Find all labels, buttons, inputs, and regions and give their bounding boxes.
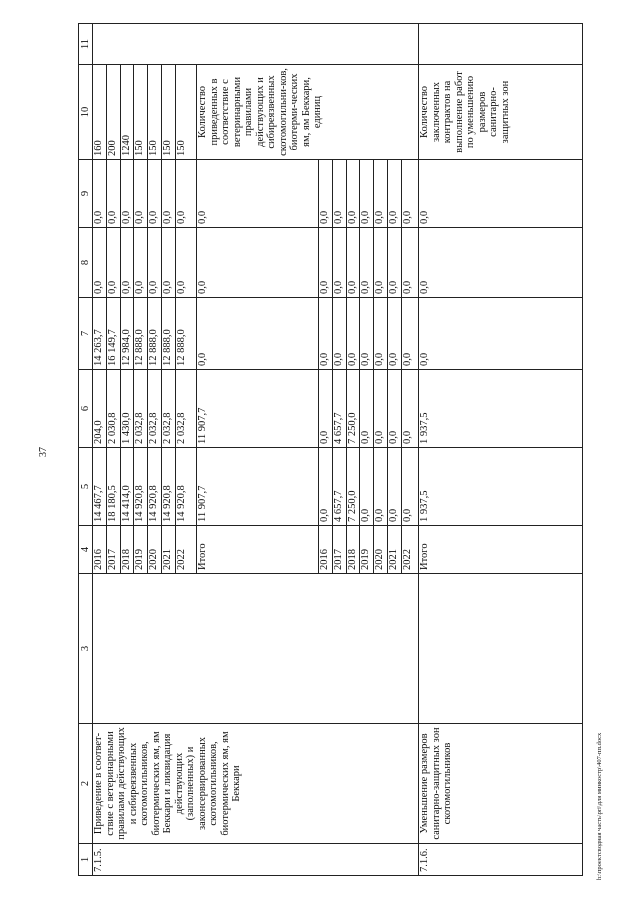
stacked-value: 0,0 [107, 160, 121, 227]
stacked-value: 0,0 [148, 160, 162, 227]
col3-empty [419, 574, 583, 724]
stacked-value: 0,0 [388, 370, 402, 447]
stacked-value: 14 263,7 [93, 298, 107, 369]
stacked-value: 0,0 [374, 370, 388, 447]
years-column [93, 526, 197, 574]
stacked-value: 0,0 [360, 298, 374, 369]
stacked-value: 2020 [148, 526, 162, 573]
itogo-label: Итого [419, 526, 583, 574]
stacked-value: 2 032,8 [175, 412, 187, 444]
page-number-wrap [38, 442, 49, 462]
col7-values [319, 298, 419, 370]
header-cell: 11 [79, 24, 93, 65]
stacked-value: 0,0 [401, 352, 413, 366]
stacked-value: 0,0 [374, 228, 388, 297]
stacked-value: 0,0 [162, 160, 176, 227]
stacked-value: 0,0 [121, 228, 135, 297]
stacked-value: 14 920,8 [134, 448, 148, 525]
row-7-1-6 [419, 24, 583, 876]
stacked-value: 0,0 [360, 448, 374, 525]
itogo-col9: 0,0 [197, 160, 319, 228]
stacked-value: 2022 [175, 549, 187, 570]
years-column [319, 526, 419, 574]
stacked-value: 2017 [333, 526, 347, 573]
stacked-value: 1 430,0 [121, 370, 135, 447]
stacked-value: 150 [175, 140, 187, 156]
stacked-value: 0,0 [388, 298, 402, 369]
stacked-value: 150 [162, 65, 176, 159]
rotated-table-container [78, 24, 583, 876]
col5-values [319, 448, 419, 526]
stacked-value: 0,0 [388, 160, 402, 227]
col6-values [93, 370, 197, 448]
header-cell: 10 [79, 65, 93, 160]
header-cell: 7 [79, 298, 93, 370]
stacked-value: 0,0 [401, 508, 413, 522]
stacked-value: 160 [93, 65, 107, 159]
stacked-value: 0,0 [319, 448, 333, 525]
stacked-value: 0,0 [360, 160, 374, 227]
col11-empty [93, 24, 419, 65]
stacked-value: 14 467,7 [93, 448, 107, 525]
stacked-value: 2016 [319, 526, 333, 573]
header-cell: 8 [79, 228, 93, 298]
stacked-value: 2 032,8 [148, 370, 162, 447]
stacked-value: 2018 [121, 526, 135, 573]
stacked-value: 2019 [134, 526, 148, 573]
header-row [79, 24, 93, 876]
stacked-value: 0,0 [347, 298, 361, 369]
itogo-col9: 0,0 [419, 160, 583, 228]
stacked-value: 204,0 [93, 370, 107, 447]
stacked-value: 7 250,0 [347, 448, 361, 525]
stacked-value: 2 032,8 [134, 370, 148, 447]
stacked-value: 2016 [93, 526, 107, 573]
stacked-value: 2018 [347, 526, 361, 573]
col11-empty [419, 24, 583, 65]
itogo-col6: 11 907,7 [197, 370, 319, 448]
col10-values [93, 65, 197, 160]
header-cell: 5 [79, 448, 93, 526]
stacked-value: 2021 [162, 526, 176, 573]
stacked-value: 0,0 [401, 280, 413, 294]
itogo-col7: 0,0 [197, 298, 319, 370]
header-cell: 4 [79, 526, 93, 574]
stacked-value: 2020 [374, 526, 388, 573]
stacked-value: 0,0 [175, 280, 187, 294]
program-table [78, 23, 583, 876]
stacked-value: 14 414,0 [121, 448, 135, 525]
col8-values [319, 228, 419, 298]
indicator-7-1-5: Количество приведенных в соответствие с ветеринарными правилами действующих и сибиреязвенных скотомогильни-ков, биотерми-ческих ям, ям Беккари, единиц [197, 65, 419, 160]
stacked-value: 0,0 [134, 160, 148, 227]
stacked-value: 0,0 [360, 370, 374, 447]
stacked-value: 0,0 [148, 228, 162, 297]
row-7-1-5-top [93, 24, 197, 876]
stacked-value: 2 030,8 [107, 370, 121, 447]
stacked-value: 0,0 [347, 160, 361, 227]
stacked-value: 2021 [388, 526, 402, 573]
footer-path [596, 733, 603, 880]
itogo-col8: 0,0 [419, 228, 583, 298]
stacked-value: 2019 [360, 526, 374, 573]
stacked-value: 12 984,0 [121, 298, 135, 369]
stacked-value: 7 250,0 [347, 370, 361, 447]
stacked-value: 14 920,8 [162, 448, 176, 525]
stacked-value: 2 032,8 [162, 370, 176, 447]
stacked-value: 0,0 [319, 298, 333, 369]
stacked-value: 0,0 [93, 228, 107, 297]
col5-values [93, 448, 197, 526]
stacked-value: 0,0 [360, 228, 374, 297]
stacked-value: 2017 [107, 526, 121, 573]
col9-values [319, 160, 419, 228]
item-name: Уменьшение размеров санитарно-защитных зон скотомогильников [419, 724, 583, 844]
stacked-value: 0,0 [333, 160, 347, 227]
item-number: 7.1.6. [419, 844, 583, 876]
stacked-value: 0,0 [93, 160, 107, 227]
stacked-value: 200 [107, 65, 121, 159]
item-number: 7.1.5. [93, 844, 419, 876]
stacked-value: 14 920,8 [148, 448, 162, 525]
stacked-value: 12 888,0 [134, 298, 148, 369]
stacked-value: 150 [148, 65, 162, 159]
col7-values [93, 298, 197, 370]
stacked-value: 4 657,7 [333, 448, 347, 525]
col9-values [93, 160, 197, 228]
itogo-col5: 1 937,5 [419, 448, 583, 526]
stacked-value: 0,0 [319, 160, 333, 227]
stacked-value: 150 [134, 65, 148, 159]
stacked-value: 0,0 [134, 228, 148, 297]
header-cell: 9 [79, 160, 93, 228]
footer-text: h:\проектсводная часть\pri\для минкостр\407-пп.docx [596, 732, 603, 880]
stacked-value: 0,0 [107, 228, 121, 297]
stacked-value: 14 920,8 [175, 485, 187, 522]
header-cell: 1 [79, 844, 93, 876]
indicator-7-1-6: Количество заключенных контрактов на выполнение работ по уменьшению размеров санитарно-защитных зон [419, 65, 583, 160]
stacked-value: 0,0 [162, 228, 176, 297]
stacked-value: 0,0 [401, 210, 413, 224]
stacked-value: 18 180,5 [107, 448, 121, 525]
stacked-value: 12 888,0 [148, 298, 162, 369]
col3-empty [93, 574, 419, 724]
stacked-value: 0,0 [374, 160, 388, 227]
item-name: Приведение в соответ-ствие с ветеринарными правилами действующих и сибиреязвенных скотомогильников, биотермических ям, ям Беккари и ликвидация действующих (заполненных) и законсервированных скотомогильников, биотермических ям, ям Беккари [93, 724, 419, 844]
stacked-value: 0,0 [333, 298, 347, 369]
itogo-col7: 0,0 [419, 298, 583, 370]
stacked-value: 0,0 [333, 228, 347, 297]
stacked-value: 0,0 [401, 430, 413, 444]
stacked-value: 12 888,0 [175, 329, 187, 366]
stacked-value: 1240 [121, 65, 135, 159]
stacked-value: 2022 [401, 549, 413, 570]
stacked-value: 0,0 [347, 228, 361, 297]
col8-values [93, 228, 197, 298]
stacked-value: 0,0 [388, 448, 402, 525]
stacked-value: 0,0 [319, 370, 333, 447]
stacked-value: 0,0 [319, 228, 333, 297]
stacked-value: 12 888,0 [162, 298, 176, 369]
stacked-value: 0,0 [175, 210, 187, 224]
itogo-label: Итого [197, 526, 319, 574]
stacked-value: 16 149,7 [107, 298, 121, 369]
itogo-col6: 1 937,5 [419, 370, 583, 448]
stacked-value: 0,0 [374, 448, 388, 525]
stacked-value: 0,0 [374, 298, 388, 369]
col6-values [319, 370, 419, 448]
itogo-col8: 0,0 [197, 228, 319, 298]
page-number: 37 [38, 447, 49, 457]
header-cell: 6 [79, 370, 93, 448]
header-cell: 2 [79, 724, 93, 844]
itogo-col5: 11 907,7 [197, 448, 319, 526]
stacked-value: 4 657,7 [333, 370, 347, 447]
header-cell: 3 [79, 574, 93, 724]
stacked-value: 0,0 [121, 160, 135, 227]
stacked-value: 0,0 [388, 228, 402, 297]
